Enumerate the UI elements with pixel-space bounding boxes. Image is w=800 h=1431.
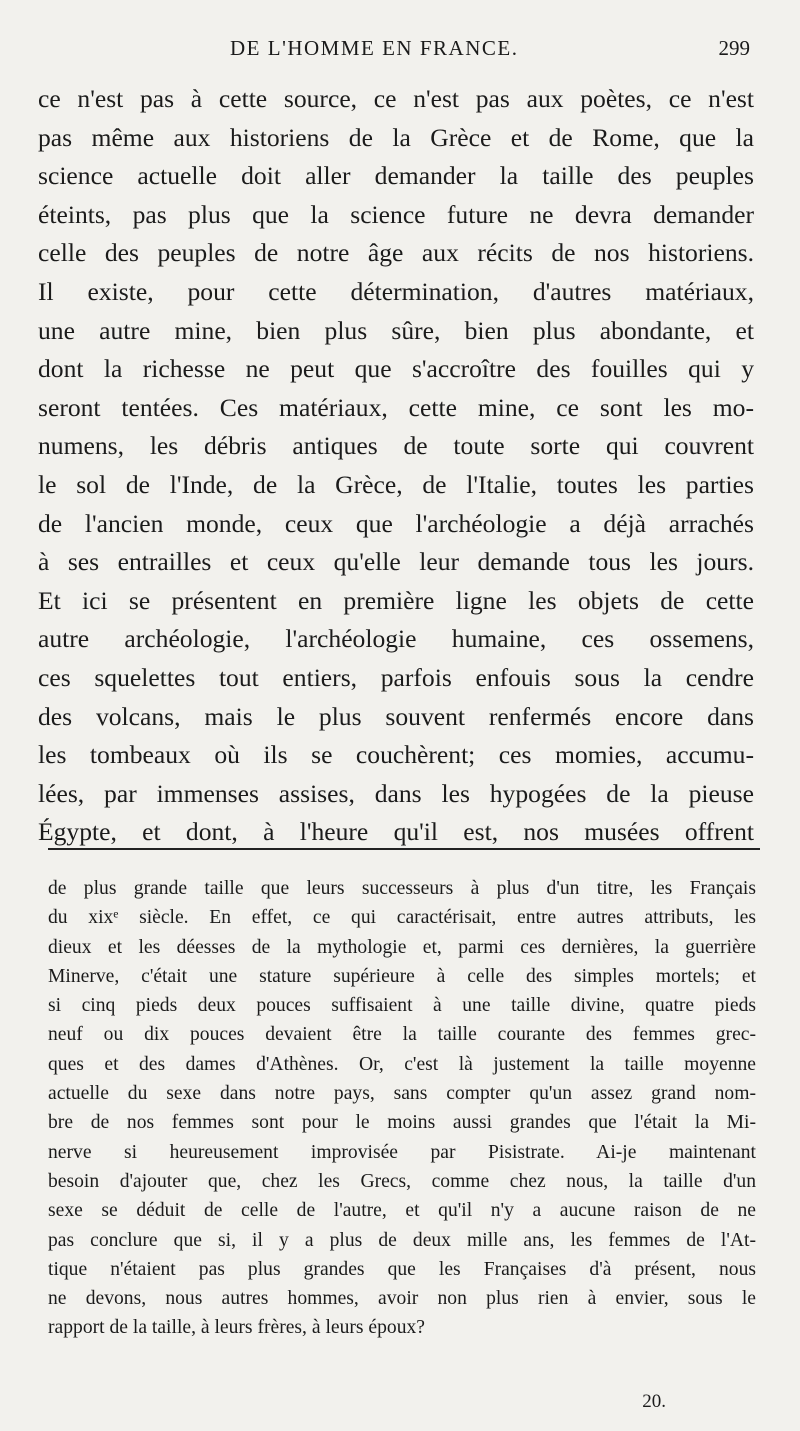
text-line: lées, par immenses assises, dans les hypogées de la pieuse [38, 778, 754, 808]
footnote-line: neuf ou dix pouces devaient être la taille courante des femmes grec- [48, 1024, 756, 1046]
text-line: celle des peuples de notre âge aux récits de nos historiens. [38, 238, 754, 268]
text-line: éteints, pas plus que la science future ne devra demander [38, 199, 754, 229]
main-text [38, 80, 754, 852]
text-line: à ses entrailles et ceux qu'elle leur demande tous les jours. [38, 547, 754, 577]
text-line: science actuelle doit aller demander la taille des peuples [38, 161, 754, 191]
text-line: ce n'est pas à cette source, ce n'est pas aux poètes, ce n'est [38, 84, 754, 113]
footnote-line: nerve si heureusement improvisée par Pisistrate. Ai-je maintenant [48, 1141, 756, 1163]
text-line: des volcans, mais le plus souvent renfermés encore dans [38, 701, 754, 731]
footnote-line: Minerve, c'était une stature supérieure à celle des simples mortels; et [48, 965, 756, 987]
text-line: seront tentées. Ces matériaux, cette mine, ce sont les mo- [38, 392, 754, 422]
text-line: pas même aux historiens de la Grèce et de Rome, que la [38, 122, 754, 152]
footnote-line: besoin d'ajouter que, chez les Grecs, comme chez nous, la taille d'un [48, 1170, 756, 1192]
footnote-line: sexe se déduit de celle de l'autre, et qu'il n'y a aucune raison de ne [48, 1200, 756, 1222]
footnote-line: si cinq pieds deux pouces suffisaient à une taille divine, quatre pieds [48, 995, 756, 1017]
text-line: de l'ancien monde, ceux que l'archéologie a déjà arrachés [38, 508, 754, 538]
footnote-line: rapport de la taille, à leurs frères, à leurs époux? [48, 1317, 426, 1339]
text-line: une autre mine, bien plus sûre, bien plus abondante, et [38, 315, 754, 345]
text-line: le sol de l'Inde, de la Grèce, de l'Italie, toutes les parties [38, 469, 754, 499]
text-line: Et ici se présentent en première ligne les objets de cette [38, 585, 754, 615]
footnote-line: ques et des dames d'Athènes. Or, c'est là justement la taille moyenne [48, 1053, 756, 1075]
footnote-line: de plus grande taille que leurs successeurs à plus d'un titre, les Français [48, 878, 756, 899]
footnote-line: tique n'étaient pas plus grandes que les Françaises d'à présent, nous [48, 1258, 756, 1280]
footnote-rule [48, 848, 760, 850]
footnote-line: actuelle du sexe dans notre pays, sans compter qu'un assez grand nom- [48, 1083, 756, 1105]
text-line: autre archéologie, l'archéologie humaine, ces ossemens, [38, 624, 754, 654]
footnote-line: bre de nos femmes sont pour le moins aussi grandes que l'était la Mi- [48, 1112, 756, 1134]
page-number: 299 [718, 36, 750, 60]
text-line: dont la richesse ne peut que s'accroître des fouilles qui y [38, 354, 754, 384]
footnote-line: du xixᵉ siècle. En effet, ce qui caractérisait, entre autres attributs, les [48, 907, 756, 929]
text-line: Il existe, pour cette détermination, d'autres matériaux, [38, 276, 754, 306]
footnote-line: ne devons, nous autres hommes, avoir non plus rien à envier, sous le [48, 1288, 756, 1310]
footnote [48, 874, 756, 1343]
page-header [0, 36, 800, 66]
footnote-line: pas conclure que si, il y a plus de deux mille ans, les femmes de l'At- [48, 1229, 756, 1251]
text-line: ces squelettes tout entiers, parfois enfouis sous la cendre [38, 662, 754, 692]
text-line: numens, les débris antiques de toute sorte qui couvrent [38, 431, 754, 461]
signature-mark: 20. [642, 1391, 666, 1412]
text-line: Égypte, et dont, à l'heure qu'il est, nos musées offrent [38, 817, 754, 847]
footnote-line: dieux et les déesses de la mythologie et, parmi ces dernières, la guerrière [48, 936, 756, 958]
text-line: les tombeaux où ils se couchèrent; ces momies, accumu- [38, 740, 754, 770]
running-head: DE L'HOMME EN FRANCE. [230, 36, 519, 60]
